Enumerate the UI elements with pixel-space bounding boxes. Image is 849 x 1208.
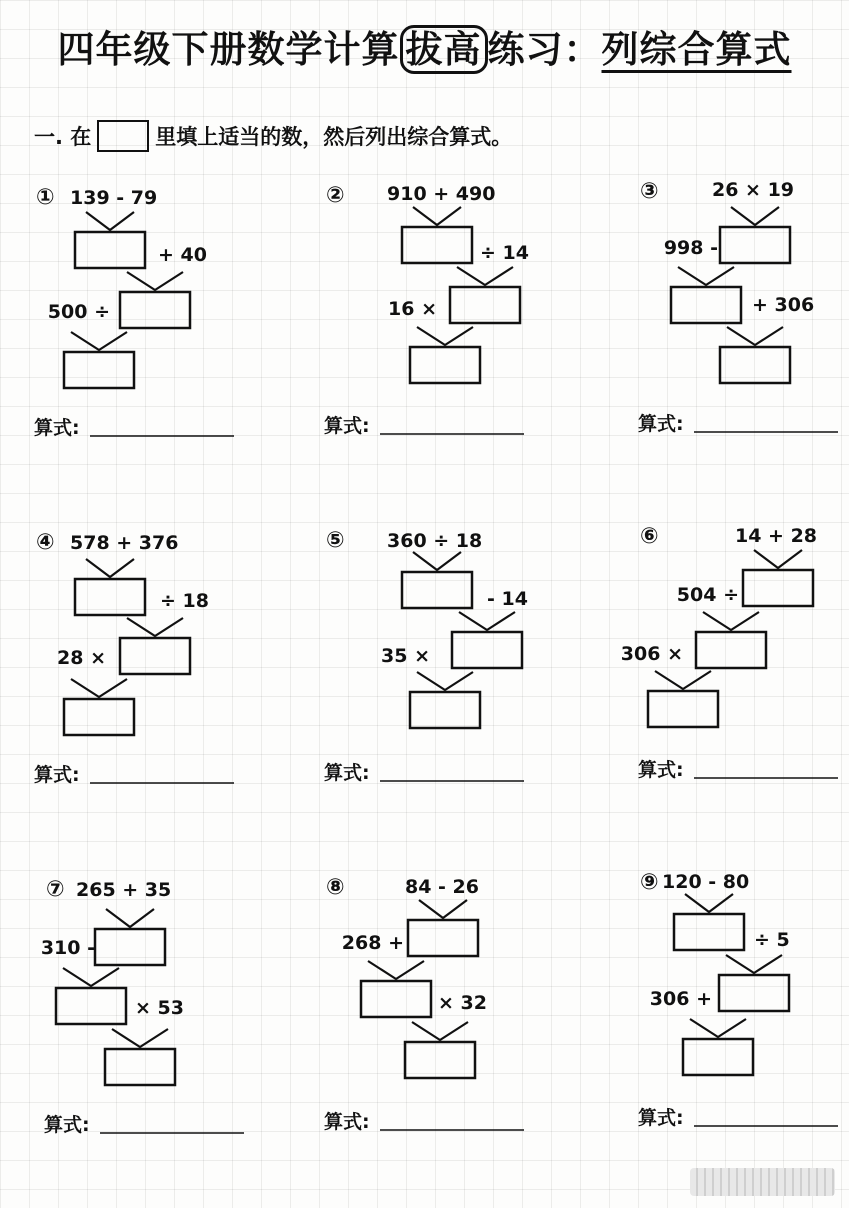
answer-box [120, 638, 190, 674]
top-expression: 14 + 28 [735, 525, 818, 547]
formula-label: 算式: [638, 413, 684, 435]
connector-vee [419, 900, 467, 918]
connector-vee [112, 1029, 168, 1047]
step-operand: 504 ÷ [676, 584, 739, 606]
answer-box [674, 914, 744, 950]
problem-number: ③ [640, 179, 659, 204]
step-operand: ÷ 14 [480, 242, 529, 264]
answer-box [120, 292, 190, 328]
connector-vee [412, 1022, 468, 1040]
step-operand: 16 × [388, 298, 437, 320]
answer-box [64, 352, 134, 388]
formula-label: 算式: [638, 1107, 684, 1129]
formula-label: 算式: [44, 1114, 90, 1136]
answer-box [56, 988, 126, 1024]
step-operand: 998 - [663, 237, 718, 259]
answer-box [402, 227, 472, 263]
connector-vee [86, 559, 134, 577]
connector-vee [417, 672, 473, 690]
step-operand: 500 ÷ [47, 301, 110, 323]
step-operand: 310 - [40, 937, 95, 959]
top-expression: 265 + 35 [76, 879, 172, 901]
connector-vee [727, 327, 783, 345]
top-expression: 84 - 26 [405, 876, 479, 898]
top-expression: 139 - 79 [70, 187, 158, 209]
connector-vee [127, 272, 183, 290]
problem-number: ① [36, 185, 55, 210]
connector-vee [417, 327, 473, 345]
connector-vee [457, 267, 513, 285]
answer-box [719, 975, 789, 1011]
top-expression: 360 ÷ 18 [387, 530, 483, 552]
instruction-prefix: 一. 在 [34, 125, 92, 149]
answer-box [75, 232, 145, 268]
connector-vee [86, 212, 134, 230]
connector-vee [413, 207, 461, 225]
answer-box [402, 572, 472, 608]
top-expression: 578 + 376 [70, 532, 179, 554]
step-operand: × 32 [438, 992, 487, 1014]
answer-box [696, 632, 766, 668]
formula-label: 算式: [324, 415, 370, 437]
step-operand: 28 × [57, 647, 106, 669]
answer-box [720, 347, 790, 383]
connector-vee [63, 968, 119, 986]
answer-box [75, 579, 145, 615]
answer-box [405, 1042, 475, 1078]
formula-label: 算式: [324, 1111, 370, 1133]
formula-label: 算式: [324, 762, 370, 784]
answer-box [743, 570, 813, 606]
title-part1: 四年级下册数学计算 [57, 28, 400, 71]
answer-box [452, 632, 522, 668]
answer-box [105, 1049, 175, 1085]
connector-vee [690, 1019, 746, 1037]
step-operand: 35 × [381, 645, 430, 667]
problem-number: ⑤ [326, 528, 345, 553]
answer-box [683, 1039, 753, 1075]
problem-number: ⑦ [46, 877, 65, 902]
top-expression: 910 + 490 [387, 183, 496, 205]
answer-box [450, 287, 520, 323]
problem-number: ② [326, 183, 345, 208]
connector-vee [754, 550, 802, 568]
instruction-suffix: 里填上适当的数，然后列出综合算式。 [155, 125, 513, 149]
connector-vee [655, 671, 711, 689]
connector-vee [459, 612, 515, 630]
title-subject: 列综合算式 [601, 28, 792, 71]
top-expression: 26 × 19 [712, 179, 795, 201]
step-operand: 268 + [341, 932, 404, 954]
connector-vee [685, 894, 733, 912]
answer-box [671, 287, 741, 323]
answer-box [64, 699, 134, 735]
step-operand: + 40 [158, 244, 207, 266]
formula-label: 算式: [638, 759, 684, 781]
answer-box [410, 692, 480, 728]
problem-number: ⑨ [640, 870, 659, 895]
step-operand: ÷ 18 [160, 590, 209, 612]
answer-box [648, 691, 718, 727]
answer-box [408, 920, 478, 956]
step-operand: + 306 [752, 294, 815, 316]
problem-number: ④ [36, 530, 55, 555]
connector-vee [703, 612, 759, 630]
answer-box [720, 227, 790, 263]
connector-vee [678, 267, 734, 285]
title-boxed-word: 拔高 [400, 25, 488, 74]
connector-vee [726, 955, 782, 973]
title-part2: 练习： [487, 28, 602, 71]
connector-vee [413, 552, 461, 570]
connector-vee [368, 961, 424, 979]
problem-number: ⑥ [640, 524, 659, 549]
connector-vee [71, 679, 127, 697]
formula-label: 算式: [34, 764, 80, 786]
top-expression: 120 - 80 [662, 871, 750, 893]
problem-number: ⑧ [326, 875, 345, 900]
step-operand: × 53 [135, 997, 184, 1019]
answer-box [95, 929, 165, 965]
step-operand: - 14 [487, 588, 528, 610]
connector-vee [71, 332, 127, 350]
connector-vee [731, 207, 779, 225]
connector-vee [106, 909, 154, 927]
step-operand: 306 + [649, 988, 712, 1010]
formula-label: 算式: [34, 417, 80, 439]
connector-vee [127, 618, 183, 636]
step-operand: 306 × [620, 643, 683, 665]
step-operand: ÷ 5 [754, 929, 790, 951]
answer-box [410, 347, 480, 383]
answer-box [361, 981, 431, 1017]
bottom-bar [690, 1168, 835, 1196]
